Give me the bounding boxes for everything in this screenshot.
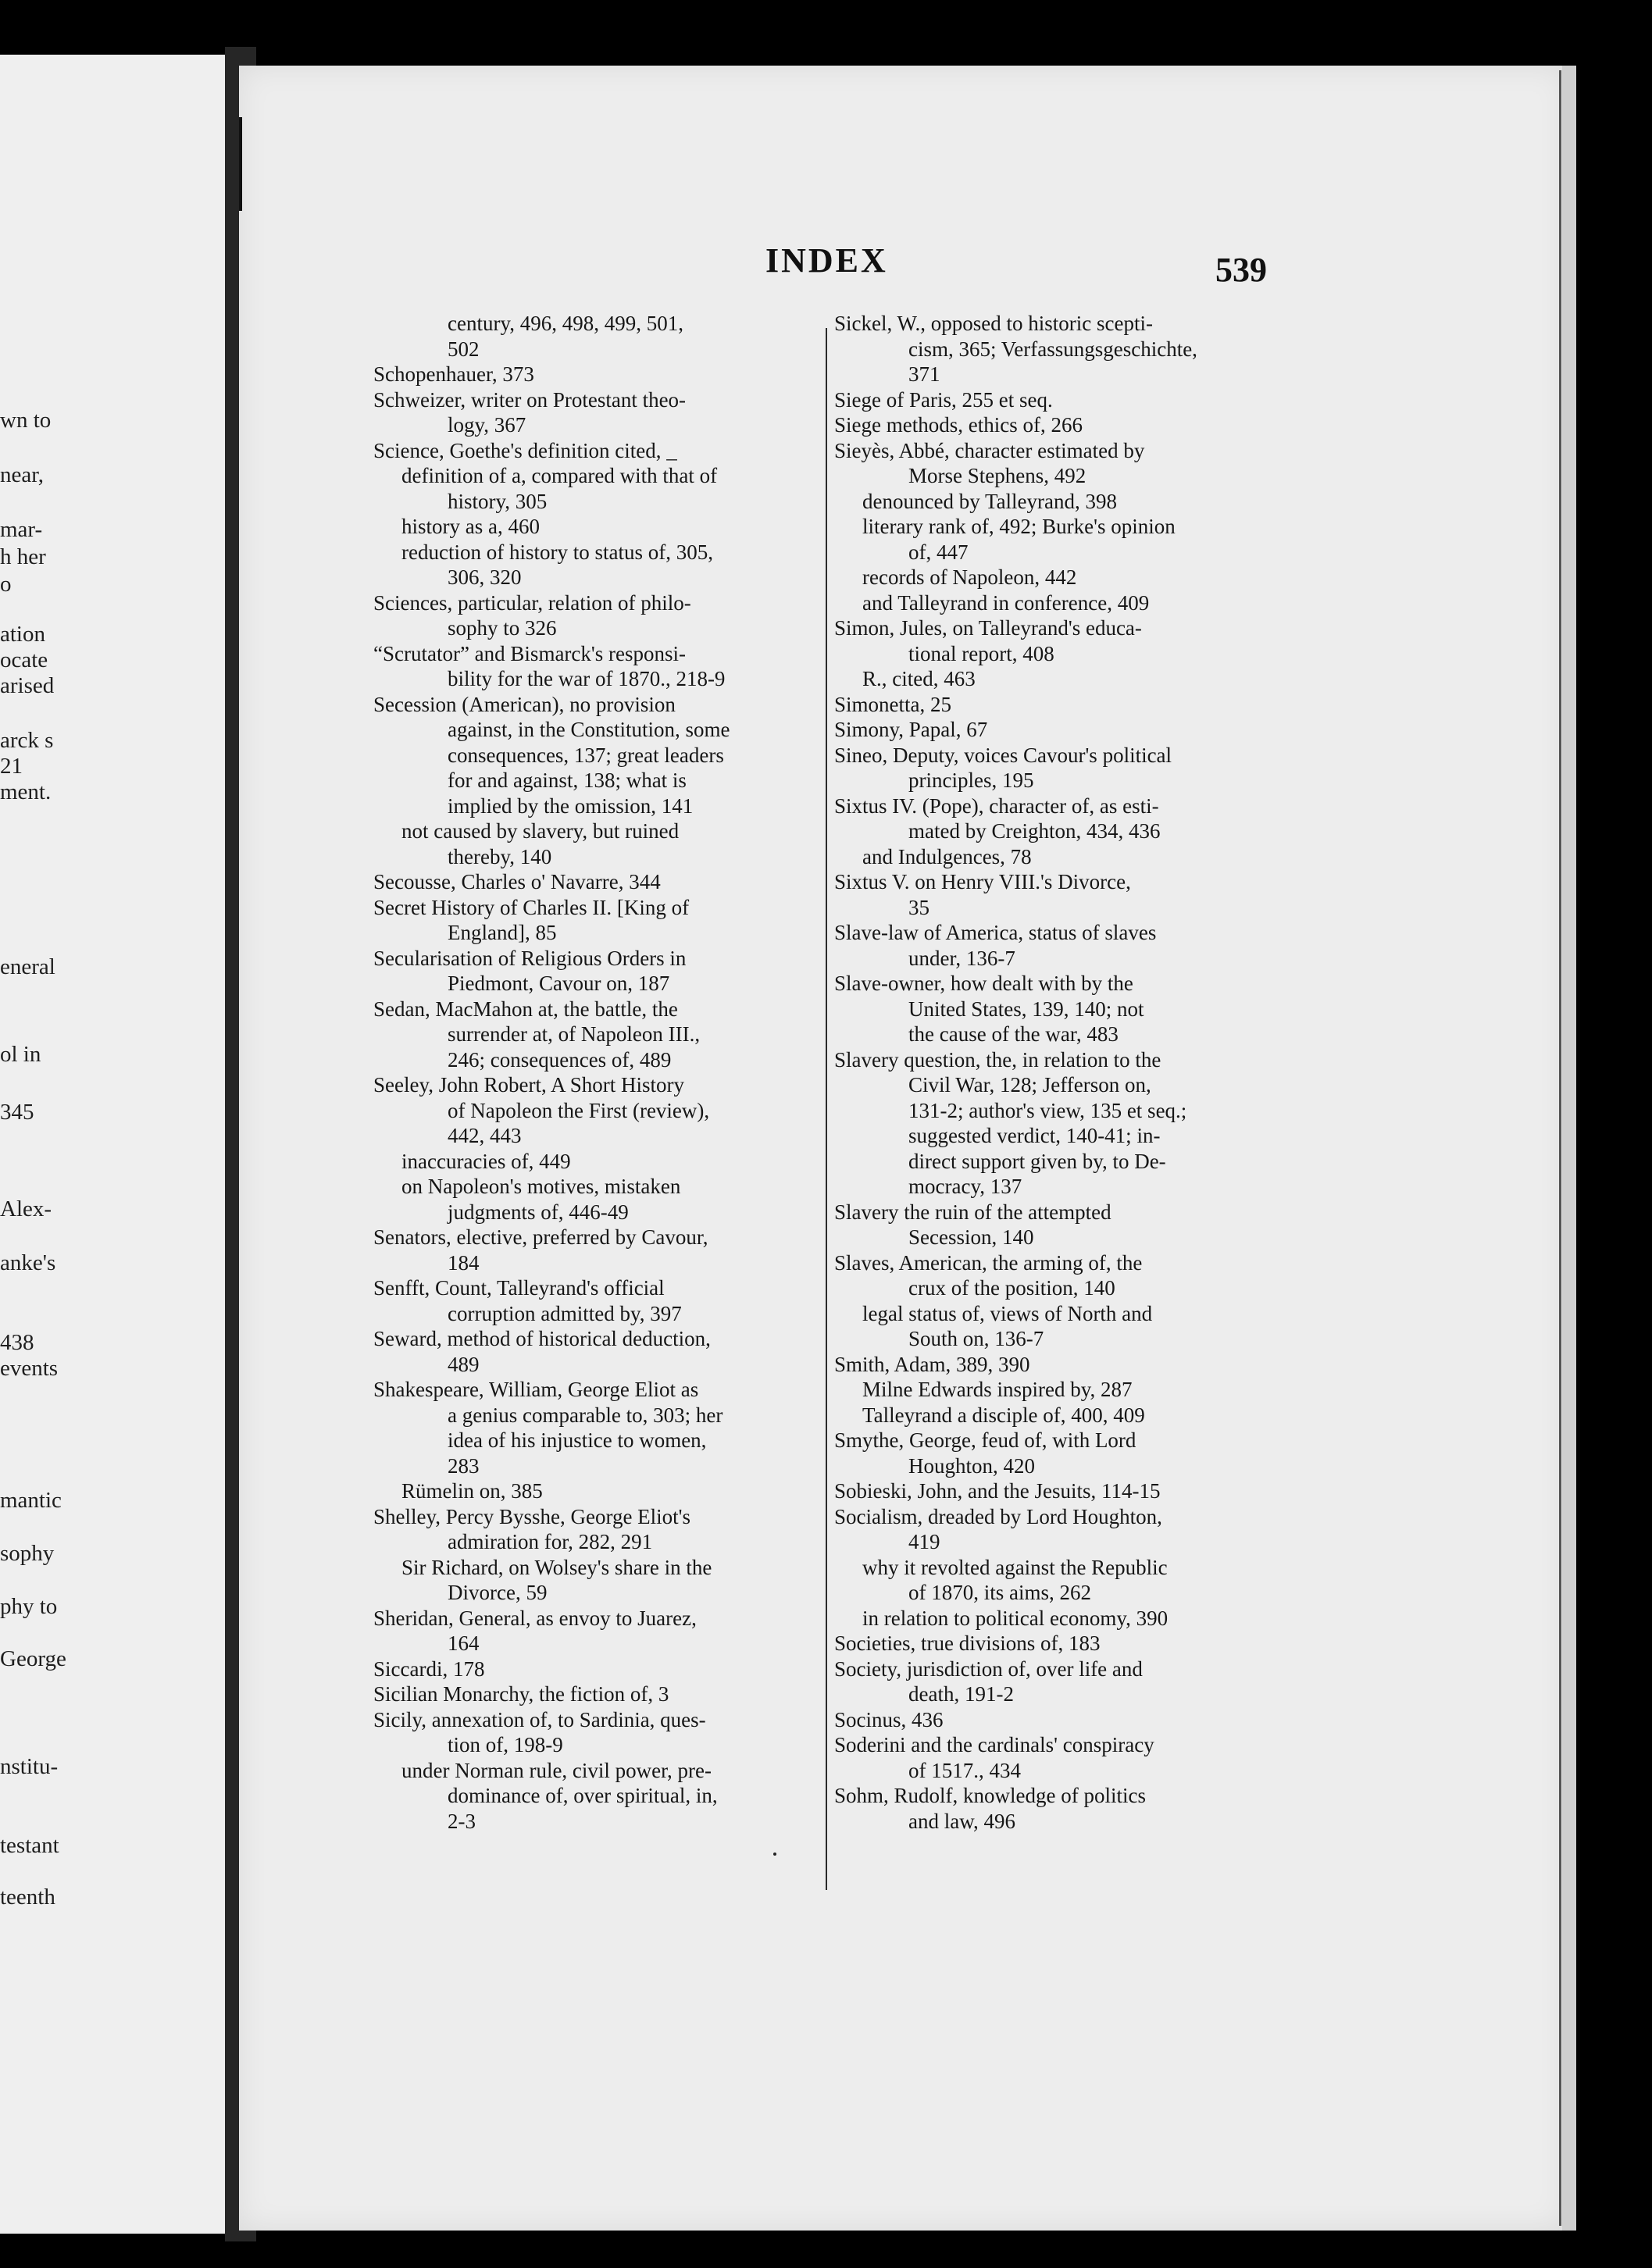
index-entry-line: of Napoleon the First (review), xyxy=(448,1098,710,1122)
index-entry-line: records of Napoleon, 442 xyxy=(862,565,1077,589)
index-subentry xyxy=(373,818,819,869)
index-entry-line: Slavery the ruin of the attempted xyxy=(834,1200,1111,1224)
index-entry xyxy=(834,1428,1279,1478)
index-entry-line: Sobieski, John, and the Jesuits, 114-15 xyxy=(834,1479,1161,1503)
index-entry-line: Sixtus IV. (Pope), character of, as esti- xyxy=(834,793,1159,818)
index-entry xyxy=(373,1225,819,1275)
index-entry-line: literary rank of, 492; Burke's opinion xyxy=(862,515,1176,538)
previous-page-text-fragment: mar- xyxy=(0,517,43,542)
index-entry-line: Secession (American), no provision xyxy=(373,692,676,716)
index-entry xyxy=(373,311,819,362)
index-entry-line: Sickel, W., opposed to historic scepti- xyxy=(834,312,1153,335)
previous-page-text-fragment: sophy xyxy=(0,1541,55,1566)
index-subentry xyxy=(834,1555,1279,1606)
index-entry-line: corruption admitted by, 397 xyxy=(448,1301,682,1325)
index-entry-line: not caused by slavery, but ruined xyxy=(401,819,680,843)
index-entry-line: definition of a, compared with that of xyxy=(401,464,718,487)
previous-page-text-fragment: o xyxy=(0,572,12,597)
index-entry-line: and Indulgences, 78 xyxy=(862,844,1032,868)
index-entry xyxy=(834,692,1279,718)
index-entry xyxy=(834,920,1279,971)
index-entry-line: reduction of history to status of, 305, xyxy=(401,540,713,564)
index-entry-line: Socinus, 436 xyxy=(834,1707,944,1731)
index-entry xyxy=(834,1656,1279,1707)
index-entry-line: Science, Goethe's definition cited, _ xyxy=(373,438,677,462)
index-column-right xyxy=(834,311,1279,1834)
index-entry-line: Slavery question, the, in relation to the xyxy=(834,1047,1161,1072)
index-entry-line: idea of his injustice to women, xyxy=(448,1428,707,1452)
previous-page-text-fragment: eneral xyxy=(0,954,55,979)
index-entry-line: denounced by Talleyrand, 398 xyxy=(862,489,1118,513)
index-subentry xyxy=(373,514,819,540)
index-entry-line: Slave-law of America, status of slaves xyxy=(834,921,1157,944)
index-entry-line: a genius comparable to, 303; her xyxy=(448,1403,723,1427)
index-entry xyxy=(834,1200,1279,1250)
index-entry-line: 489 xyxy=(448,1352,480,1376)
index-subentry xyxy=(834,590,1279,616)
index-entry-line: 164 xyxy=(448,1631,480,1655)
index-entry xyxy=(834,1047,1279,1200)
index-entry xyxy=(373,1681,819,1707)
index-entry xyxy=(834,869,1279,920)
index-entry-line: Socialism, dreaded by Lord Houghton, xyxy=(834,1504,1162,1528)
index-entry xyxy=(373,362,819,387)
column-divider xyxy=(826,328,827,1890)
index-entry xyxy=(834,1732,1279,1783)
index-entry-line: Sicily, annexation of, to Sardinia, ques- xyxy=(373,1707,706,1731)
index-entry-line: Civil War, 128; Jefferson on, xyxy=(908,1073,1151,1097)
index-entry xyxy=(834,1504,1279,1555)
index-entry-line: and Talleyrand in conference, 409 xyxy=(862,590,1150,615)
index-entry-line: and law, 496 xyxy=(908,1809,1015,1833)
index-entry-line: under Norman rule, civil power, pre- xyxy=(401,1758,712,1782)
index-entry-line: Sineo, Deputy, voices Cavour's political xyxy=(834,743,1172,767)
previous-page-text-fragment: events xyxy=(0,1356,59,1381)
index-entry-line: Shakespeare, William, George Eliot as xyxy=(373,1378,699,1401)
index-entry xyxy=(373,1656,819,1682)
index-subentry xyxy=(834,1606,1279,1631)
index-entry-line: consequences, 137; great leaders xyxy=(448,743,724,767)
index-entry xyxy=(373,1326,819,1377)
index-entry xyxy=(373,1275,819,1326)
index-entry xyxy=(834,387,1279,413)
index-entry xyxy=(834,1707,1279,1733)
index-entry-line: Secret History of Charles II. [King of xyxy=(373,895,690,919)
index-entry xyxy=(373,692,819,819)
previous-page-text-fragment: ment. xyxy=(0,779,52,804)
index-entry-line: tion of, 198-9 xyxy=(448,1733,563,1756)
index-entry xyxy=(373,590,819,641)
index-entry-line: against, in the Constitution, some xyxy=(448,718,730,741)
index-subentry xyxy=(834,489,1279,515)
previous-page-sliver xyxy=(0,55,234,2234)
index-entry-line: Secularisation of Religious Orders in xyxy=(373,946,687,970)
index-entry-line: Senfft, Count, Talleyrand's official xyxy=(373,1276,665,1300)
index-entry-line: Seeley, John Robert, A Short History xyxy=(373,1073,684,1097)
index-entry-line: on Napoleon's motives, mistaken xyxy=(401,1175,681,1198)
index-entry xyxy=(834,311,1279,387)
index-entry-line: Society, jurisdiction of, over life and xyxy=(834,1656,1143,1681)
index-entry-line: Secousse, Charles o' Navarre, 344 xyxy=(373,870,661,893)
index-entry-line: Simonetta, 25 xyxy=(834,692,951,716)
index-entry-line: in relation to political economy, 390 xyxy=(862,1606,1169,1630)
index-entry-line: Sir Richard, on Wolsey's share in the xyxy=(401,1555,712,1579)
index-subentry xyxy=(373,1478,819,1504)
index-entry-line: principles, 195 xyxy=(908,768,1034,792)
index-entry-line: implied by the omission, 141 xyxy=(448,793,694,818)
index-entry-line: United States, 139, 140; not xyxy=(908,997,1144,1021)
previous-page-text-fragment: ocate xyxy=(0,647,48,672)
index-entry-line: Schopenhauer, 373 xyxy=(373,362,534,386)
previous-page-text-fragment: 21 xyxy=(0,754,23,779)
index-column-left xyxy=(373,311,819,1834)
index-entry-line: tional report, 408 xyxy=(908,641,1054,665)
index-entry-line: direct support given by, to De- xyxy=(908,1149,1166,1173)
index-entry-line: Sedan, MacMahon at, the battle, the xyxy=(373,997,678,1021)
index-entry-line: “Scrutator” and Bismarck's responsi- xyxy=(373,641,687,665)
index-entry-line: Smith, Adam, 389, 390 xyxy=(834,1352,1030,1376)
index-entry-line: surrender at, of Napoleon III., xyxy=(448,1022,701,1046)
index-entry-line: Soderini and the cardinals' conspiracy xyxy=(834,1733,1154,1756)
index-entry-line: Simony, Papal, 67 xyxy=(834,718,988,741)
index-entry-line: cism, 365; Verfassungsgeschichte, xyxy=(908,337,1197,361)
index-subentry xyxy=(834,844,1279,870)
index-subentry xyxy=(373,1174,819,1225)
page-edge xyxy=(1562,66,1576,2231)
index-entry xyxy=(834,717,1279,743)
previous-page-text-fragment: phy to xyxy=(0,1594,58,1619)
previous-page-text-fragment: near, xyxy=(0,462,44,487)
previous-page-text-fragment: mantic xyxy=(0,1488,62,1513)
index-entry xyxy=(373,438,819,464)
index-entry-line: 442, 443 xyxy=(448,1124,522,1147)
index-subentry xyxy=(373,1555,819,1606)
index-entry-line: for and against, 138; what is xyxy=(448,768,687,792)
index-entry xyxy=(834,793,1279,844)
index-entry-line: of 1517., 434 xyxy=(908,1758,1021,1782)
previous-page-text-fragment: George xyxy=(0,1646,66,1671)
index-entry xyxy=(373,387,819,438)
index-entry-line: 502 xyxy=(448,337,480,361)
index-subentry xyxy=(834,1301,1279,1352)
index-entry-line: 306, 320 xyxy=(448,565,522,589)
previous-page-text-fragment: ol in xyxy=(0,1042,41,1067)
index-entry xyxy=(834,971,1279,1047)
gutter-line xyxy=(239,117,242,211)
previous-page-text-fragment: nstitu- xyxy=(0,1754,59,1779)
index-entry-line: Sieyès, Abbé, character estimated by xyxy=(834,438,1145,462)
index-subentry xyxy=(373,1758,819,1835)
previous-page-text-fragment: 345 xyxy=(0,1100,34,1125)
index-entry-line: mocracy, 137 xyxy=(908,1175,1022,1198)
index-entry-line: sophy to 326 xyxy=(448,616,557,640)
index-subentry xyxy=(834,1403,1279,1428)
index-entry-line: mated by Creighton, 434, 436 xyxy=(908,819,1161,843)
index-entry-line: Senators, elective, preferred by Cavour, xyxy=(373,1225,708,1249)
index-entry-line: R., cited, 463 xyxy=(862,667,976,690)
index-entry xyxy=(834,1783,1279,1834)
index-entry xyxy=(373,946,819,997)
index-entry-line: century, 496, 498, 499, 501, xyxy=(448,312,683,335)
index-entry-line: Simon, Jules, on Talleyrand's educa- xyxy=(834,616,1142,640)
index-entry xyxy=(373,869,819,895)
previous-page-text-fragment: anke's xyxy=(0,1250,56,1275)
index-entry-line: Seward, method of historical deduction, xyxy=(373,1327,711,1350)
index-entry xyxy=(834,615,1279,666)
index-entry-line: Sciences, particular, relation of philo- xyxy=(373,590,691,615)
index-entry xyxy=(373,1377,819,1478)
index-entry-line: Siege of Paris, 255 et seq. xyxy=(834,387,1053,412)
index-entry-line: Rümelin on, 385 xyxy=(401,1479,543,1503)
index-entry-line: suggested verdict, 140-41; in- xyxy=(908,1124,1161,1147)
index-entry-line: bility for the war of 1870., 218-9 xyxy=(448,667,726,690)
index-entry-line: Sohm, Rudolf, knowledge of politics xyxy=(834,1784,1146,1807)
index-entry-line: Smythe, George, feud of, with Lord xyxy=(834,1428,1136,1452)
index-subentry xyxy=(834,565,1279,590)
index-entry-line: Morse Stephens, 492 xyxy=(908,464,1086,487)
index-entry-line: Sheridan, General, as envoy to Juarez, xyxy=(373,1606,697,1630)
index-entry xyxy=(373,641,819,692)
index-entry-line: 35 xyxy=(908,895,929,919)
index-entry-line: Secession, 140 xyxy=(908,1225,1034,1249)
index-entry-line: 2-3 xyxy=(448,1809,476,1833)
index-entry-line: inaccuracies of, 449 xyxy=(401,1149,571,1173)
index-entry-line: Schweizer, writer on Protestant theo- xyxy=(373,387,687,412)
index-entry xyxy=(373,1072,819,1149)
index-entry-line: under, 136-7 xyxy=(908,946,1015,970)
index-entry xyxy=(834,438,1279,489)
previous-page-text-fragment: arck s xyxy=(0,728,54,753)
index-entry-line: 246; consequences of, 489 xyxy=(448,1047,672,1072)
previous-page-text-fragment: arised xyxy=(0,673,55,698)
index-entry-line: the cause of the war, 483 xyxy=(908,1022,1119,1046)
index-entry-line: 283 xyxy=(448,1453,480,1478)
index-entry-line: Slaves, American, the arming of, the xyxy=(834,1250,1143,1275)
previous-page-text-fragment: wn to xyxy=(0,408,52,433)
index-entry xyxy=(373,1504,819,1555)
index-subentry xyxy=(834,514,1279,565)
index-subentry xyxy=(373,1149,819,1175)
index-entry-line: Piedmont, Cavour on, 187 xyxy=(448,972,670,995)
index-entry-line: of, 447 xyxy=(908,540,969,564)
index-entry xyxy=(373,895,819,946)
index-entry-line: logy, 367 xyxy=(448,413,526,437)
previous-page-text-fragment: 438 xyxy=(0,1330,34,1355)
index-entry-line: Milne Edwards inspired by, 287 xyxy=(862,1378,1133,1401)
index-entry-line: crux of the position, 140 xyxy=(908,1276,1115,1300)
index-entry-line: death, 191-2 xyxy=(908,1682,1014,1706)
page-title: INDEX xyxy=(765,241,888,280)
index-entry-line: thereby, 140 xyxy=(448,844,552,868)
index-entry-line: 371 xyxy=(908,362,940,386)
index-entry xyxy=(834,743,1279,793)
index-entry-line: judgments of, 446-49 xyxy=(448,1200,629,1224)
index-entry-line: why it revolted against the Republic xyxy=(862,1555,1168,1579)
index-entry-line: Siccardi, 178 xyxy=(373,1656,485,1681)
index-entry-line: Sicilian Monarchy, the fiction of, 3 xyxy=(373,1682,669,1706)
index-entry xyxy=(373,1606,819,1656)
index-entry-line: 131-2; author's view, 135 et seq.; xyxy=(908,1098,1187,1122)
index-entry-line: history as a, 460 xyxy=(401,515,540,538)
previous-page-text-fragment: ation xyxy=(0,622,45,647)
index-entry-line: Siege methods, ethics of, 266 xyxy=(834,413,1083,437)
index-entry-line: Sixtus V. on Henry VIII.'s Divorce, xyxy=(834,870,1131,893)
index-entry-line: dominance of, over spiritual, in, xyxy=(448,1784,718,1807)
index-entry-line: 184 xyxy=(448,1250,480,1275)
index-entry-line: Divorce, 59 xyxy=(448,1581,548,1604)
index-entry xyxy=(834,1478,1279,1504)
index-entry xyxy=(834,1631,1279,1656)
index-entry xyxy=(373,997,819,1073)
index-entry-line: Talleyrand a disciple of, 400, 409 xyxy=(862,1403,1145,1427)
index-entry-line: Shelley, Percy Bysshe, George Eliot's xyxy=(373,1504,691,1528)
ink-speck xyxy=(773,1853,776,1856)
page-edge-line xyxy=(1559,70,1561,2226)
index-entry-line: Societies, true divisions of, 183 xyxy=(834,1631,1101,1655)
index-entry-line: of 1870, its aims, 262 xyxy=(908,1581,1091,1604)
previous-page-text-fragment: Alex- xyxy=(0,1196,52,1221)
index-entry-line: England], 85 xyxy=(448,921,557,944)
index-subentry xyxy=(834,1377,1279,1403)
index-entry-line: South on, 136-7 xyxy=(908,1327,1044,1350)
index-entry-line: Houghton, 420 xyxy=(908,1453,1035,1478)
page-number: 539 xyxy=(1215,251,1267,289)
index-entry-line: admiration for, 282, 291 xyxy=(448,1530,653,1553)
index-entry xyxy=(834,1250,1279,1301)
index-subentry xyxy=(373,540,819,590)
index-entry-line: legal status of, views of North and xyxy=(862,1301,1153,1325)
index-entry-line: 419 xyxy=(908,1530,940,1553)
index-entry xyxy=(834,1352,1279,1378)
index-entry xyxy=(834,412,1279,438)
index-entry xyxy=(373,1707,819,1758)
index-entry-line: history, 305 xyxy=(448,489,548,513)
previous-page-text-fragment: testant xyxy=(0,1833,59,1858)
index-subentry xyxy=(373,463,819,514)
index-subentry xyxy=(834,666,1279,692)
index-entry-line: Slave-owner, how dealt with by the xyxy=(834,972,1133,995)
previous-page-text-fragment: teenth xyxy=(0,1885,55,1910)
previous-page-text-fragment: h her xyxy=(0,544,46,569)
